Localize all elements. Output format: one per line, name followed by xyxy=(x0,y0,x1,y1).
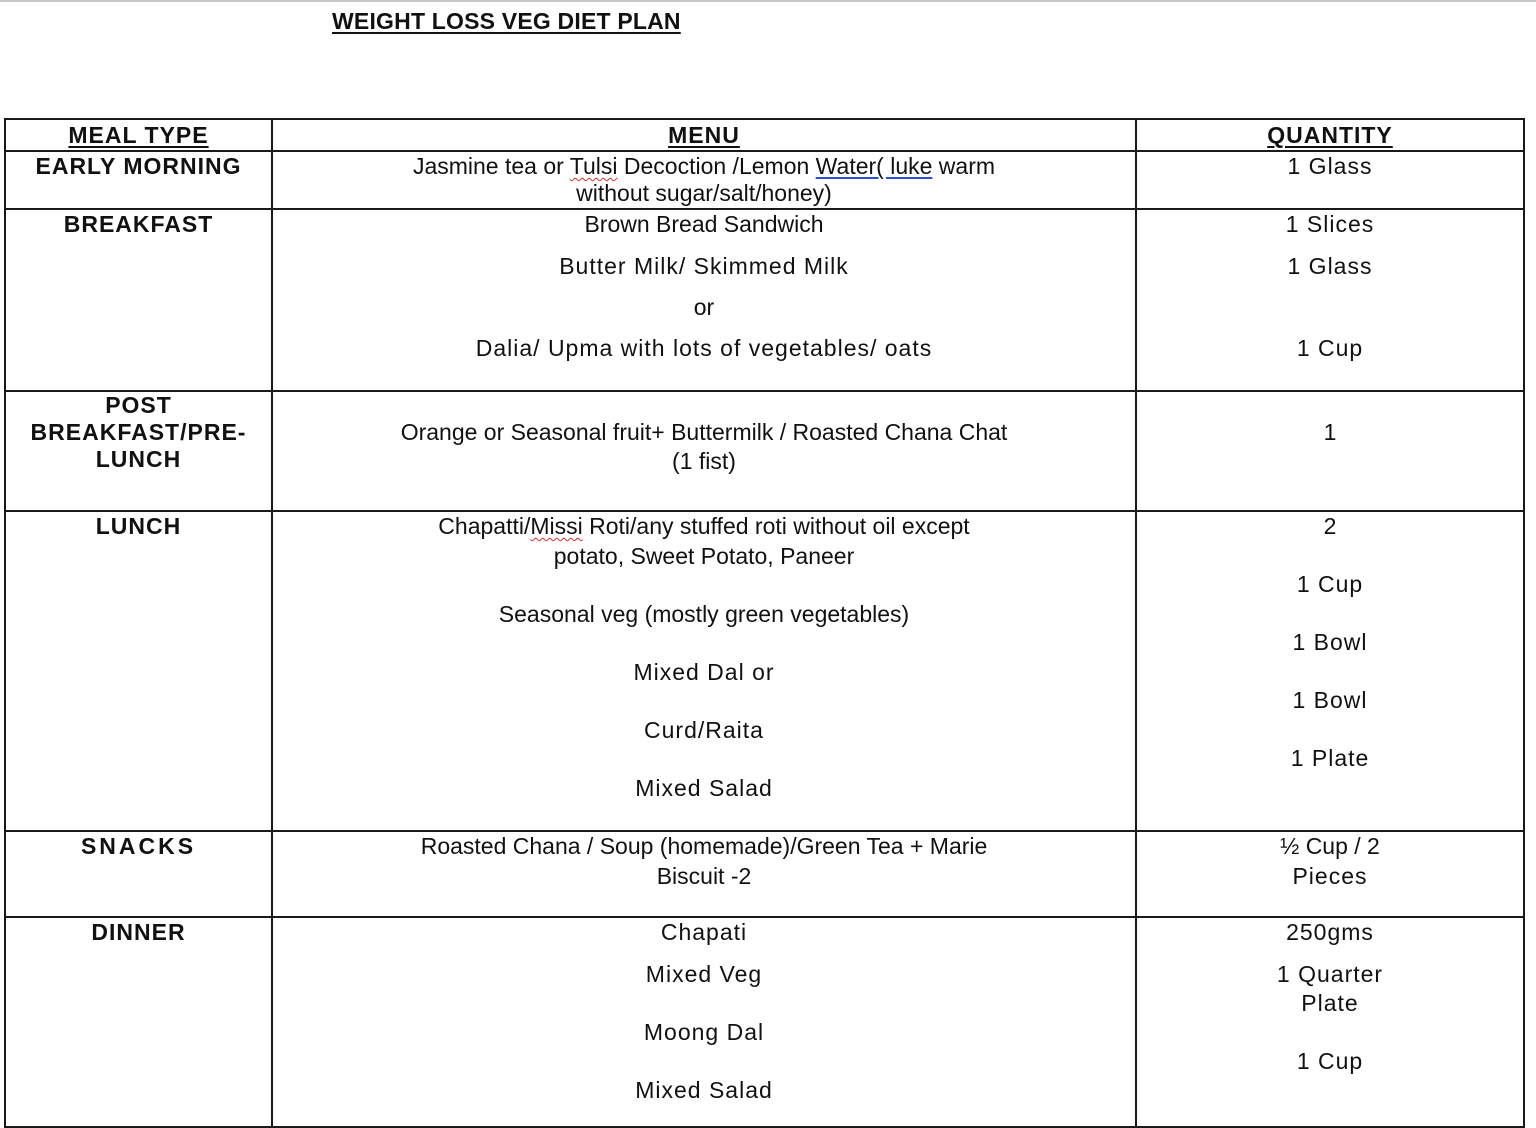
meal-lunch: LUNCH xyxy=(5,511,272,831)
quantity-item: 1 Bowl xyxy=(1292,629,1368,655)
menu-item: Roasted Chana / Soup (homemade)/Green Tea + Marie xyxy=(420,833,988,859)
menu-item: Chapati xyxy=(660,919,748,945)
meal-line: POST xyxy=(105,392,172,418)
menu-item: Moong Dal xyxy=(643,1019,765,1045)
meal-post-breakfast xyxy=(5,391,272,511)
quantity-item: 1 Plate xyxy=(1290,745,1370,771)
menu-item: Curd/Raita xyxy=(644,717,764,743)
menu-text: Decoction /Lemon xyxy=(617,153,816,179)
menu-item: Mixed Salad xyxy=(635,775,773,801)
menu-text: Chapatti/ xyxy=(438,513,531,539)
quantity-snacks xyxy=(1136,831,1524,917)
quantity-breakfast xyxy=(1136,209,1524,391)
quantity-item: ½ Cup / 2 xyxy=(1280,833,1380,859)
table-row-lunch xyxy=(5,511,1524,831)
table-row-dinner xyxy=(5,917,1524,1127)
table-row-post-breakfast xyxy=(5,391,1524,511)
meal-breakfast: BREAKFAST xyxy=(5,209,272,391)
menu-item: Brown Bread Sandwich xyxy=(584,211,824,237)
table-header-row xyxy=(5,119,1524,151)
table-row-early-morning xyxy=(5,151,1524,209)
spellcheck-word: Missi xyxy=(530,513,583,539)
header-meal-type: MEAL TYPE xyxy=(5,119,272,151)
menu-breakfast xyxy=(272,209,1136,391)
grammar-flagged-text: Water( luke xyxy=(815,153,933,179)
menu-line: without sugar/salt/honey) xyxy=(576,180,832,206)
document-title: WEIGHT LOSS VEG DIET PLAN xyxy=(332,8,681,34)
quantity-lunch xyxy=(1136,511,1524,831)
menu-item: Biscuit -2 xyxy=(656,863,752,889)
menu-item: Butter Milk/ Skimmed Milk xyxy=(559,253,849,279)
diet-plan-table xyxy=(4,118,1525,1128)
menu-item: Mixed Dal or xyxy=(633,659,775,685)
menu-item: potato, Sweet Potato, Paneer xyxy=(553,543,855,569)
menu-item: Dalia/ Upma with lots of vegetables/ oats xyxy=(475,335,933,361)
page-top-rule xyxy=(0,0,1536,2)
header-menu: MENU xyxy=(272,119,1136,151)
menu-text: Jasmine tea or xyxy=(412,153,570,179)
quantity-post-breakfast xyxy=(1136,391,1524,511)
menu-item: Mixed Salad xyxy=(635,1077,773,1103)
header-quantity: QUANTITY xyxy=(1136,119,1524,151)
meal-snacks: SNACKS xyxy=(5,831,272,917)
quantity-item: Plate xyxy=(1301,990,1359,1016)
meal-line: LUNCH xyxy=(95,446,182,472)
menu-item: Seasonal veg (mostly green vegetables) xyxy=(498,601,910,627)
meal-dinner: DINNER xyxy=(5,917,272,1127)
quantity-item: 250gms xyxy=(1286,919,1374,945)
menu-lunch xyxy=(272,511,1136,831)
menu-item: (1 fist) xyxy=(672,448,736,474)
quantity-dinner xyxy=(1136,917,1524,1127)
quantity-item: 1 Quarter xyxy=(1276,961,1384,987)
menu-dinner xyxy=(272,917,1136,1127)
menu-line xyxy=(273,152,1135,181)
menu-text: warm xyxy=(932,153,996,179)
quantity-item: 1 Bowl xyxy=(1292,687,1368,713)
quantity-item: Pieces xyxy=(1292,863,1368,889)
menu-line xyxy=(273,512,1135,541)
menu-post-breakfast xyxy=(272,391,1136,511)
table-row-snacks xyxy=(5,831,1524,917)
quantity-item: 1 Cup xyxy=(1296,1048,1364,1074)
spellcheck-word: Tulsi xyxy=(569,153,618,179)
table-row-breakfast xyxy=(5,209,1524,391)
quantity-item: 1 Cup xyxy=(1296,571,1364,597)
menu-item: Orange or Seasonal fruit+ Buttermilk / Roasted Chana Chat xyxy=(400,419,1008,445)
meal-early-morning: EARLY MORNING xyxy=(5,151,272,209)
quantity-item: 1 Glass xyxy=(1287,153,1373,179)
quantity-early-morning xyxy=(1136,151,1524,209)
menu-text: Roti/any stuffed roti without oil except xyxy=(582,513,970,539)
menu-snacks xyxy=(272,831,1136,917)
quantity-item: 1 xyxy=(1323,419,1337,445)
quantity-item: 1 Slices xyxy=(1285,211,1375,237)
menu-item: or xyxy=(693,294,715,320)
menu-item: Mixed Veg xyxy=(645,961,763,987)
quantity-item: 1 Glass xyxy=(1287,253,1373,279)
meal-line: BREAKFAST/PRE- xyxy=(30,419,247,445)
quantity-item: 1 Cup xyxy=(1296,335,1364,361)
quantity-item: 2 xyxy=(1323,513,1337,539)
menu-early-morning xyxy=(272,151,1136,209)
